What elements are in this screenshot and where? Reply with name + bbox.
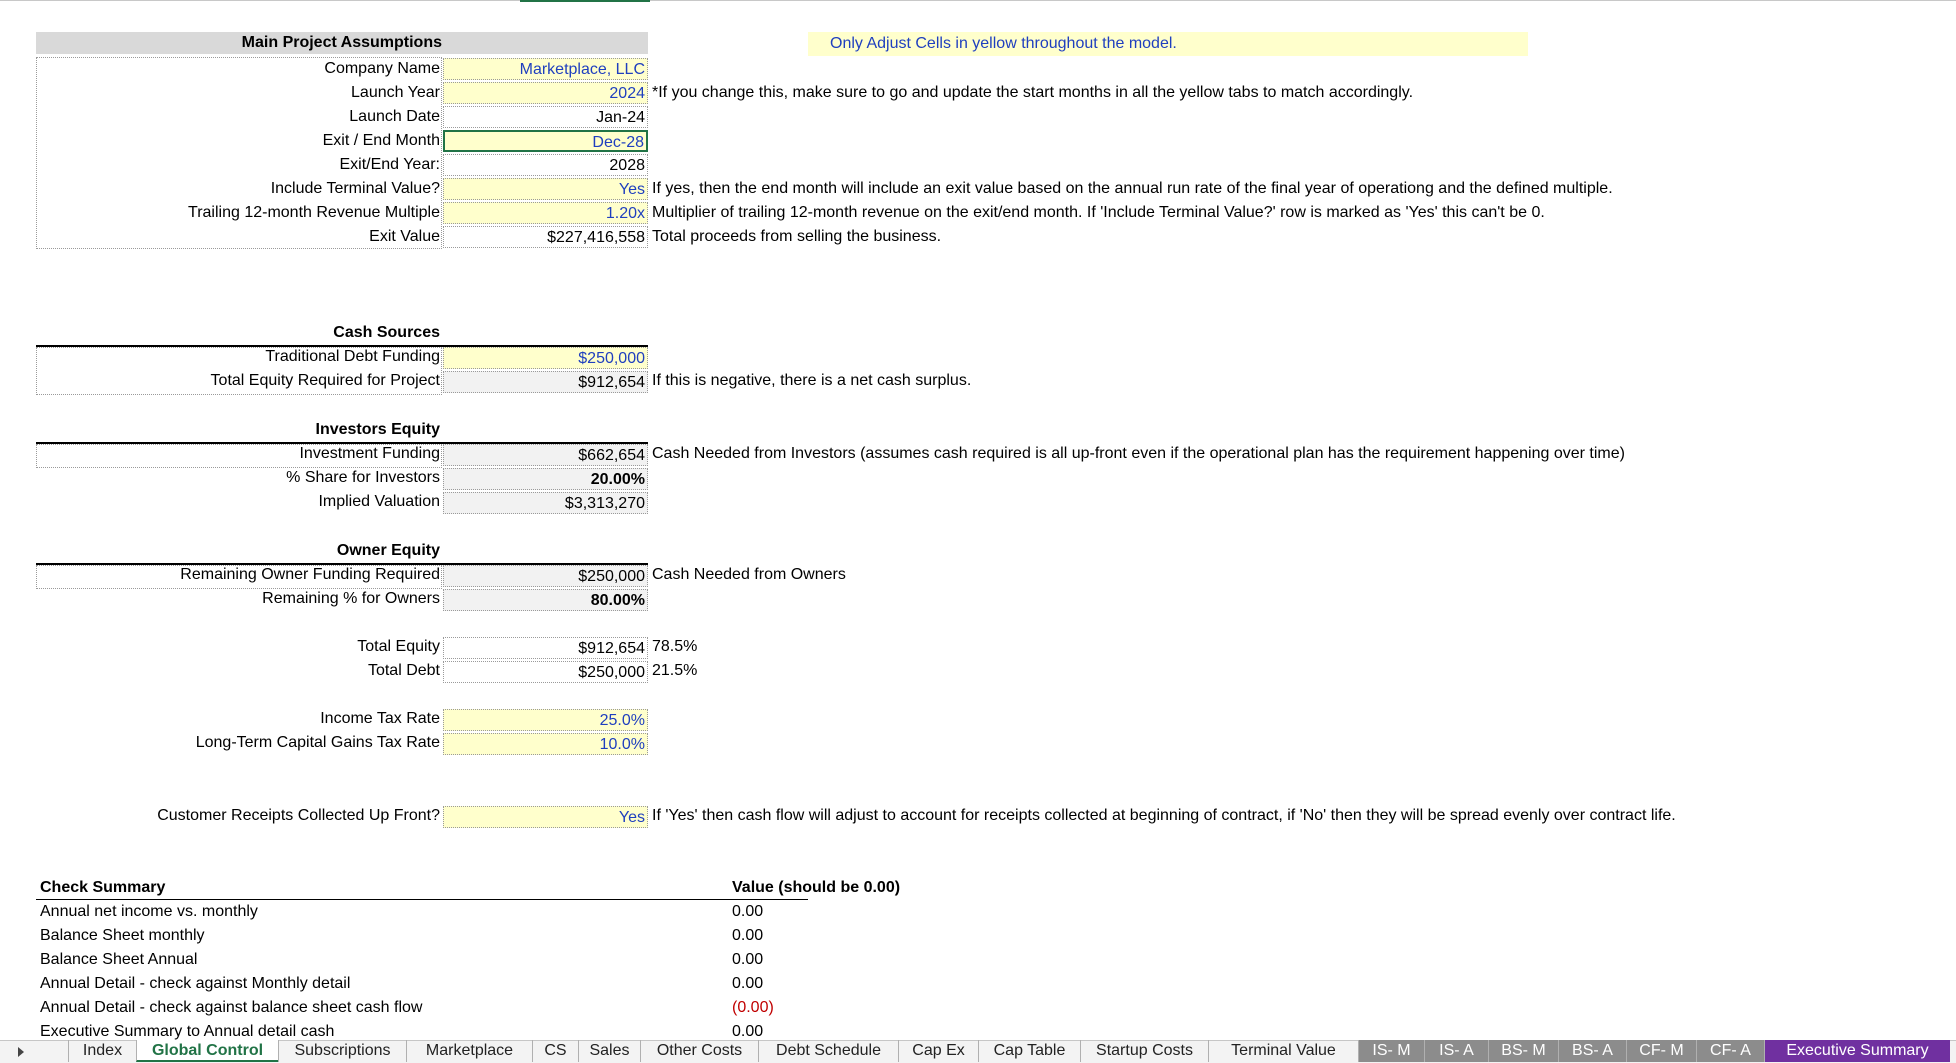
investor-share-cell[interactable]: 20.00% — [443, 468, 648, 490]
check-row-label: Executive Summary to Annual detail cash — [40, 1023, 335, 1040]
tab-marketplace[interactable]: Marketplace — [406, 1040, 532, 1062]
total-debt-pct: 21.5% — [652, 662, 698, 679]
check-row-label: Annual Detail - check against Monthly detail — [40, 975, 351, 992]
investment-funding-cell[interactable]: $662,654 — [443, 444, 648, 466]
tab-sales[interactable]: Sales — [578, 1040, 640, 1062]
tab-startup-costs[interactable]: Startup Costs — [1080, 1040, 1208, 1062]
receipts-label: Customer Receipts Collected Up Front? — [157, 807, 440, 824]
revenue-multiple-note: Multiplier of trailing 12-month revenue on the exit/end month. If 'Include Terminal Value?' row is marked as 'Yes' this can't be 0. — [652, 204, 1545, 221]
tab-cap-ex[interactable]: Cap Ex — [898, 1040, 978, 1062]
exit-month-cell[interactable]: Dec-28 — [443, 130, 648, 152]
exit-value-label: Exit Value — [369, 228, 440, 245]
investment-funding-label: Investment Funding — [299, 445, 440, 462]
tab-index[interactable]: Index — [68, 1040, 136, 1062]
check-row-value: 0.00 — [732, 1023, 764, 1040]
check-row-value-negative: (0.00) — [732, 999, 774, 1016]
tab-scroll-right-icon[interactable] — [18, 1047, 24, 1057]
tab-subscriptions[interactable]: Subscriptions — [278, 1040, 406, 1062]
launch-year-cell[interactable]: 2024 — [443, 82, 648, 104]
implied-valuation-label: Implied Valuation — [318, 493, 440, 510]
equity-required-cell[interactable]: $912,654 — [443, 371, 648, 393]
total-debt-cell[interactable]: $250,000 — [443, 661, 648, 683]
terminal-value-cell[interactable]: Yes — [443, 178, 648, 200]
tab-bs-a[interactable]: BS- A — [1558, 1040, 1626, 1062]
top-border — [0, 0, 1956, 1]
equity-required-note: If this is negative, there is a net cash surplus. — [652, 372, 972, 389]
owner-funding-cell[interactable]: $250,000 — [443, 565, 648, 587]
launch-year-label: Launch Year — [351, 84, 440, 101]
selected-column-indicator — [520, 0, 650, 2]
check-row-label: Annual net income vs. monthly — [40, 903, 258, 920]
launch-date-label: Launch Date — [349, 108, 440, 125]
owner-share-cell[interactable]: 80.00% — [443, 589, 648, 611]
check-row-label: Balance Sheet monthly — [40, 927, 205, 944]
total-debt-label: Total Debt — [367, 662, 440, 679]
revenue-multiple-cell[interactable]: 1.20x — [443, 202, 648, 224]
tab-bs-m[interactable]: BS- M — [1488, 1040, 1558, 1062]
cash-sources-header: Cash Sources — [333, 324, 440, 341]
owner-share-label: Remaining % for Owners — [262, 590, 440, 607]
tab-cf-a[interactable]: CF- A — [1696, 1040, 1764, 1062]
receipts-cell[interactable]: Yes — [443, 806, 648, 828]
check-summary-header: Check Summary — [40, 879, 166, 896]
tab-global-control[interactable]: Global Control — [136, 1040, 278, 1062]
terminal-value-label: Include Terminal Value? — [270, 180, 440, 197]
tab-cs[interactable]: CS — [532, 1040, 578, 1062]
investor-share-label: % Share for Investors — [286, 469, 440, 486]
investors-equity-header: Investors Equity — [315, 421, 440, 438]
equity-required-label: Total Equity Required for Project — [210, 372, 440, 389]
income-tax-cell[interactable]: 25.0% — [443, 709, 648, 731]
tab-debt-schedule[interactable]: Debt Schedule — [758, 1040, 898, 1062]
terminal-value-note: If yes, then the end month will include an exit value based on the annual run rate of the final year of operationg and the defined multiple. — [652, 180, 1613, 197]
check-row-value: 0.00 — [732, 951, 764, 968]
owner-funding-label: Remaining Owner Funding Required — [180, 566, 440, 583]
tab-cf-m[interactable]: CF- M — [1626, 1040, 1696, 1062]
tab-executive-summary[interactable]: Executive Summary — [1764, 1040, 1950, 1062]
check-row-label: Balance Sheet Annual — [40, 951, 198, 968]
capital-gains-label: Long-Term Capital Gains Tax Rate — [195, 734, 440, 751]
revenue-multiple-label: Trailing 12-month Revenue Multiple — [188, 204, 440, 221]
instructions-banner — [808, 32, 1528, 56]
exit-value-cell[interactable]: $227,416,558 — [443, 226, 648, 248]
check-row-value: 0.00 — [732, 975, 764, 992]
company-name-label: Company Name — [324, 60, 440, 77]
tab-is-a[interactable]: IS- A — [1424, 1040, 1488, 1062]
main-assumptions-header: Main Project Assumptions — [241, 34, 442, 51]
tab-terminal-value[interactable]: Terminal Value — [1208, 1040, 1358, 1062]
exit-year-label: Exit/End Year: — [339, 156, 440, 173]
owner-funding-note: Cash Needed from Owners — [652, 566, 846, 583]
total-equity-cell[interactable]: $912,654 — [443, 637, 648, 659]
implied-valuation-cell[interactable]: $3,313,270 — [443, 492, 648, 514]
owner-equity-header: Owner Equity — [336, 542, 440, 559]
check-value-header: Value (should be 0.00) — [732, 879, 901, 896]
banner-text: Only Adjust Cells in yellow throughout the model. — [830, 35, 1177, 52]
capital-gains-cell[interactable]: 10.0% — [443, 733, 648, 755]
debt-funding-label: Traditional Debt Funding — [265, 348, 440, 365]
total-equity-pct: 78.5% — [652, 638, 698, 655]
exit-year-cell[interactable]: 2028 — [443, 154, 648, 176]
income-tax-label: Income Tax Rate — [320, 710, 440, 727]
exit-month-label: Exit / End Month — [322, 132, 440, 149]
total-equity-label: Total Equity — [357, 638, 440, 655]
debt-funding-cell[interactable]: $250,000 — [443, 347, 648, 369]
check-row-value: 0.00 — [732, 903, 764, 920]
launch-year-note: *If you change this, make sure to go and update the start months in all the yellow tabs to match accordingly. — [652, 84, 1414, 101]
exit-value-note: Total proceeds from selling the business. — [652, 228, 942, 245]
company-name-cell[interactable]: Marketplace, LLC — [443, 58, 648, 80]
tab-is-m[interactable]: IS- M — [1358, 1040, 1424, 1062]
investment-funding-note: Cash Needed from Investors (assumes cash required is all up-front even if the operational plan has the requirement happening over time) — [652, 445, 1625, 462]
launch-date-cell[interactable]: Jan-24 — [443, 106, 648, 128]
check-row-value: 0.00 — [732, 927, 764, 944]
tab-other-costs[interactable]: Other Costs — [640, 1040, 758, 1062]
receipts-note: If 'Yes' then cash flow will adjust to account for receipts collected at beginning of contract, if 'No' then they will be spread evenly over contract life. — [652, 807, 1676, 824]
check-row-label: Annual Detail - check against balance sheet cash flow — [40, 999, 423, 1016]
tab-cap-table[interactable]: Cap Table — [978, 1040, 1080, 1062]
